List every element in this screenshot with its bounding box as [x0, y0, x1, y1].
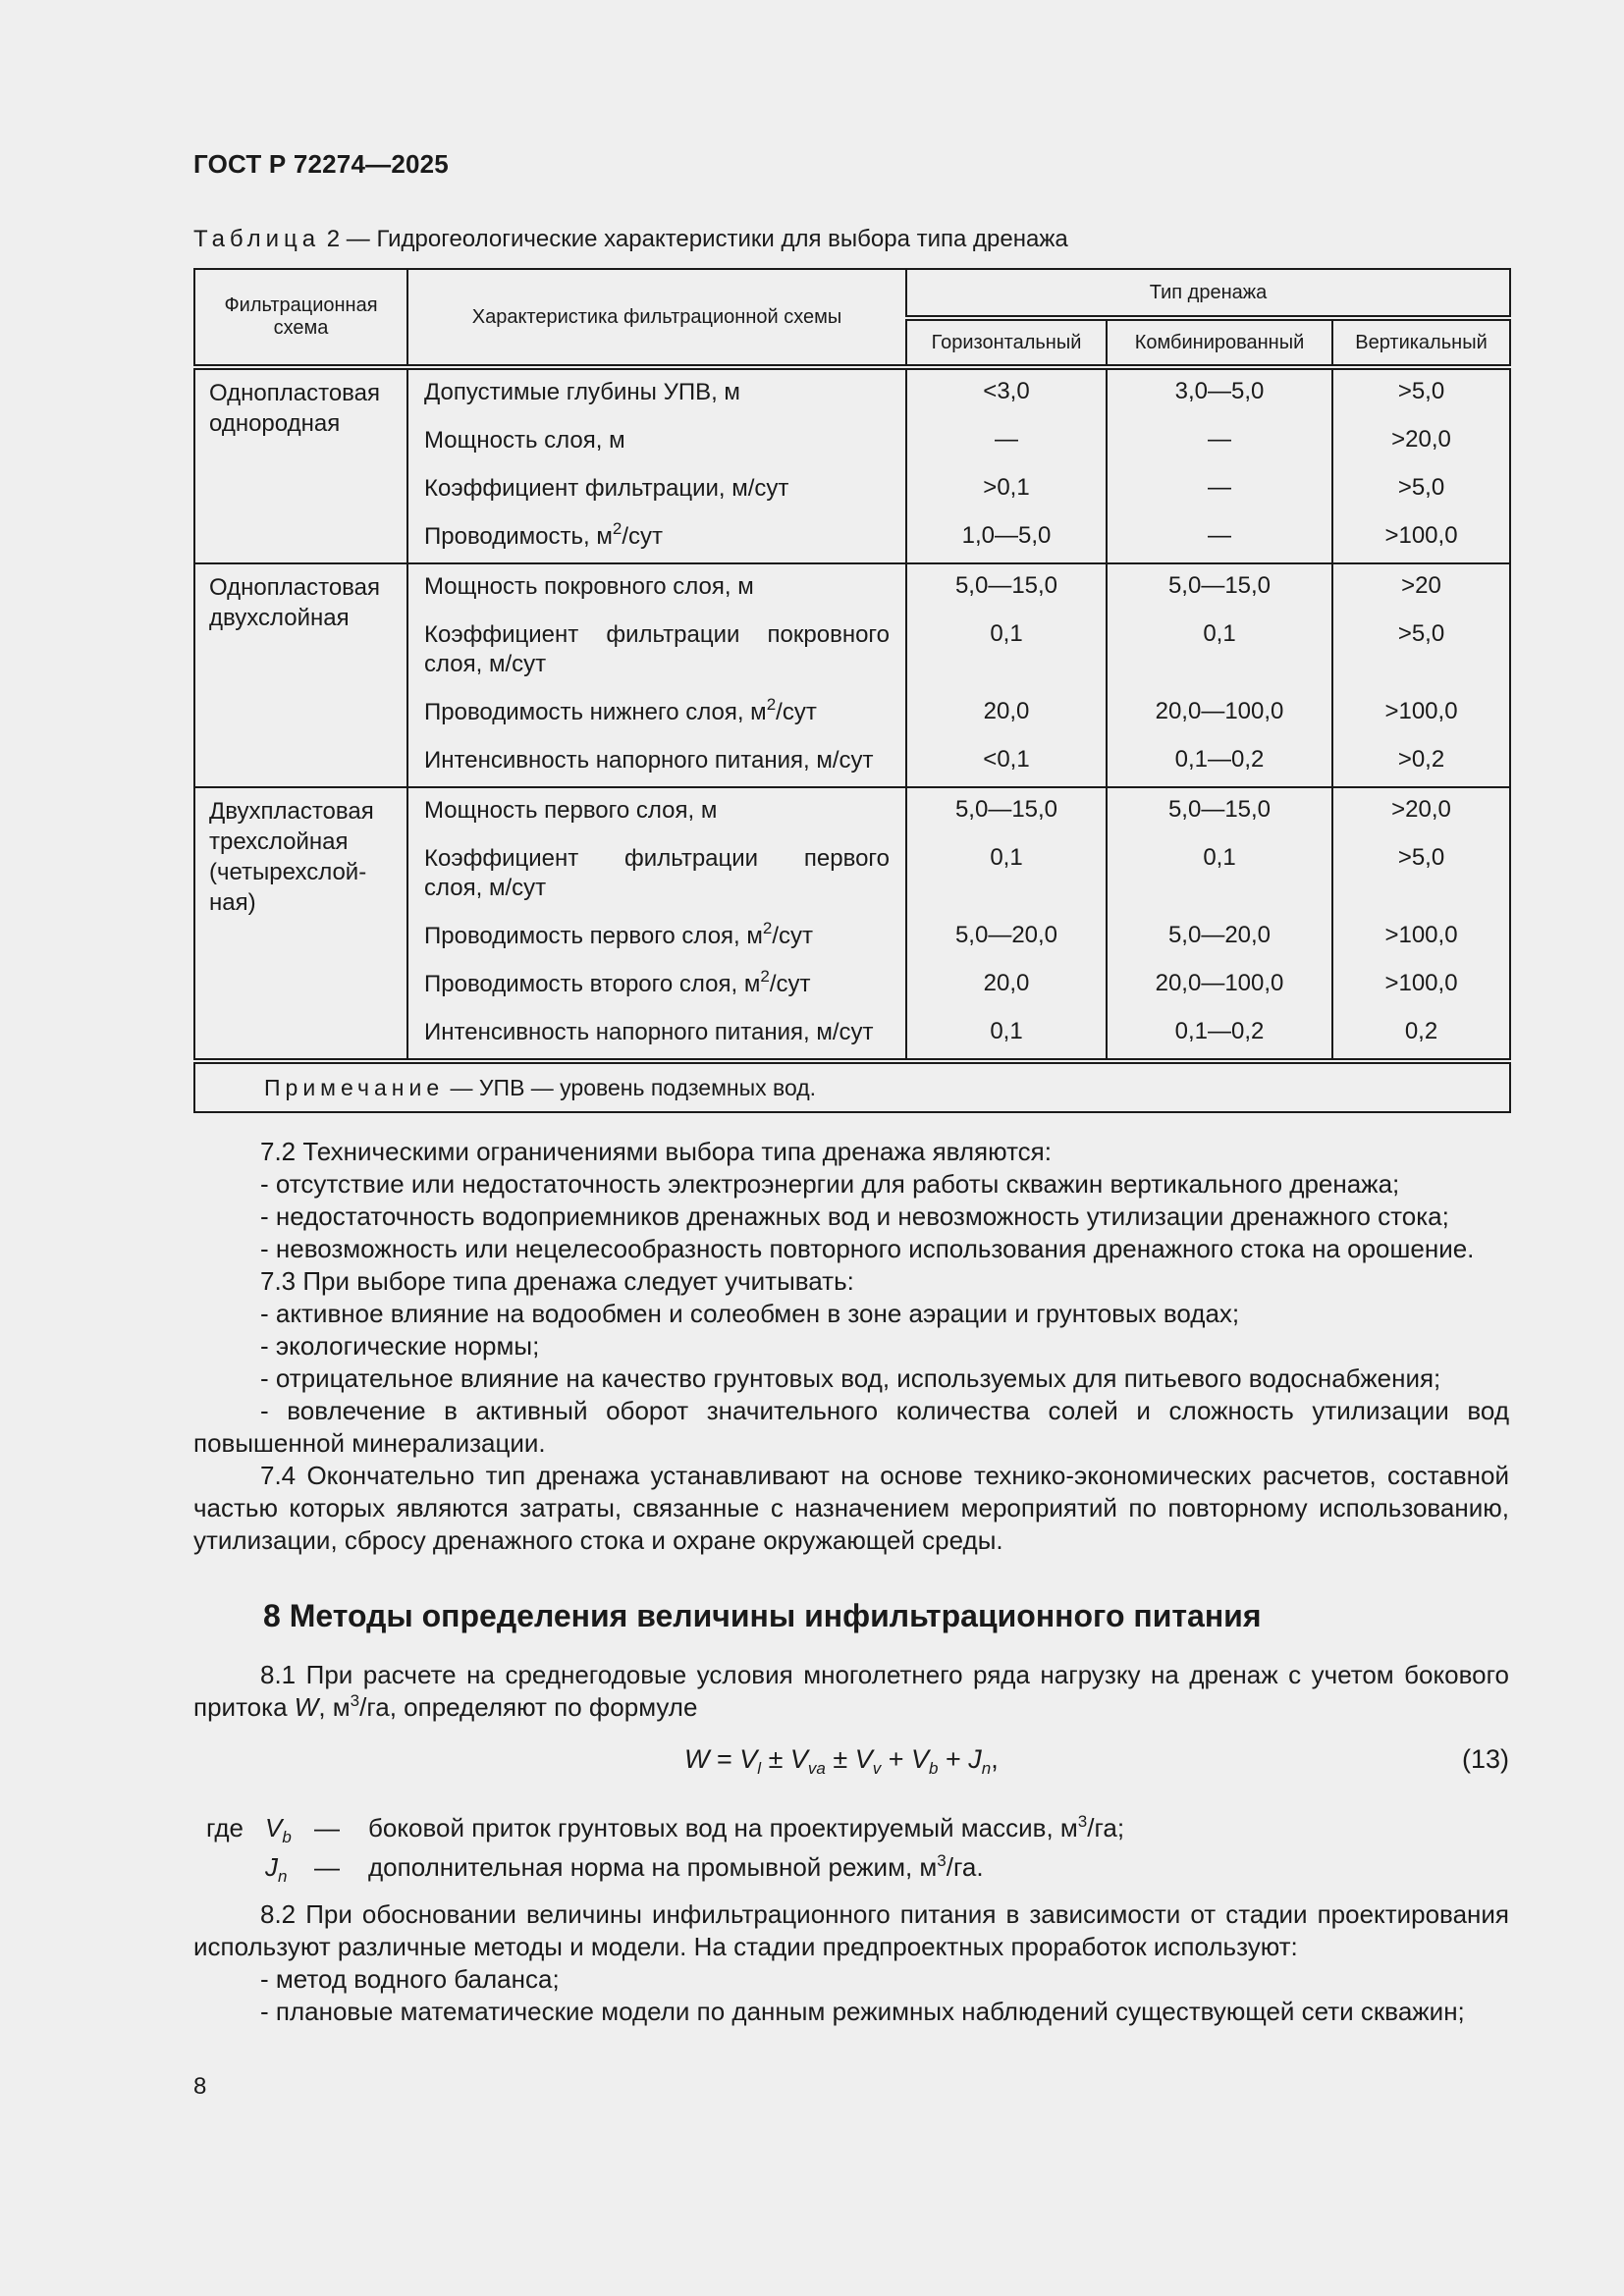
value-cell: >20,0: [1332, 418, 1510, 466]
value-cell: 5,0—20,0: [906, 914, 1107, 962]
formula-definitions: [206, 1808, 1124, 1887]
col-header-scheme: Фильтрационная схема: [194, 269, 407, 367]
col-header-combined: Комбинированный: [1107, 318, 1332, 367]
value-cell: >0,2: [1332, 738, 1510, 787]
char-cell: Коэффициент фильтрации первого слоя, м/сут: [407, 836, 906, 914]
char-cell: Допустимые глубины УПВ, м: [407, 367, 906, 418]
paragraph: 7.2 Техническими ограничениями выбора типа дренажа являются:: [260, 1137, 1052, 1166]
value-cell: —: [1107, 418, 1332, 466]
value-cell: 5,0—15,0: [1107, 787, 1332, 836]
list-item: - плановые математические модели по данным режимных наблюдений существующей сети скважин;: [260, 1997, 1465, 2026]
section-7-text: [193, 1136, 1509, 1557]
value-cell: <3,0: [906, 367, 1107, 418]
value-cell: 0,1: [906, 836, 1107, 914]
value-cell: >5,0: [1332, 466, 1510, 514]
table-row: [194, 787, 1510, 836]
value-cell: >20,0: [1332, 787, 1510, 836]
definition-row: где $V_b$ — боковой приток грунтовых вод на проектируемый массив, $м^3/га$;: [206, 1812, 1125, 1846]
value-cell: 3,0—5,0: [1107, 367, 1332, 418]
col-header-drainage-type: Тип дренажа: [906, 269, 1510, 318]
value-cell: >5,0: [1332, 836, 1510, 914]
value-cell: >100,0: [1332, 962, 1510, 1010]
formula-expression: $W = V_l \pm V_{va} \pm V_v + V_b + J_n$,: [684, 1744, 999, 1778]
char-cell: Мощность покровного слоя, м: [407, 563, 906, 613]
paragraph-8-1: 8.1 При расчете на среднегодовые условия многолетнего ряда нагрузку на дренаж с учетом бокового притока W, $м^3/га$, определяют по формуле: [193, 1660, 1509, 1722]
list-item: - вовлечение в активный оборот значительного количества солей и сложность утилизации вод повышенной минерализации.: [193, 1396, 1509, 1458]
value-cell: 0,1: [1107, 836, 1332, 914]
char-cell: Коэффициент фильтрации покровного слоя, м/сут: [407, 613, 906, 690]
value-cell: >20: [1332, 563, 1510, 613]
value-cell: —: [1107, 466, 1332, 514]
definition-row: $J_n$ — дополнительная норма на промывной режим, $м^3/га$.: [265, 1851, 984, 1886]
paragraph: 7.3 При выборе типа дренажа следует учитывать:: [260, 1266, 854, 1296]
value-cell: 20,0: [906, 962, 1107, 1010]
value-cell: 20,0—100,0: [1107, 690, 1332, 738]
value-cell: 0,1—0,2: [1107, 1010, 1332, 1061]
table-caption: Таблица 2 — Гидрогеологические характеристики для выбора типа дренажа: [193, 226, 1068, 252]
value-cell: 5,0—15,0: [906, 563, 1107, 613]
char-cell: Интенсивность напорного питания, м/сут: [407, 738, 906, 787]
list-item: - экологические нормы;: [260, 1331, 540, 1361]
paragraph-8-2: [193, 1898, 1509, 2028]
table-note: Примечание — УПВ — уровень подземных вод.: [194, 1061, 1510, 1112]
list-item: - метод водного баланса;: [260, 1964, 560, 1994]
value-cell: 0,2: [1332, 1010, 1510, 1061]
document-header: ГОСТ Р 72274—2025: [193, 149, 449, 179]
value-cell: 0,1: [906, 613, 1107, 690]
value-cell: >0,1: [906, 466, 1107, 514]
col-header-vertical: Вертикальный: [1332, 318, 1510, 367]
value-cell: 0,1—0,2: [1107, 738, 1332, 787]
char-cell: Интенсивность напорного питания, м/сут: [407, 1010, 906, 1061]
value-cell: >5,0: [1332, 613, 1510, 690]
paragraph: 7.4 Окончательно тип дренажа устанавливают на основе технико-экономических расчетов, составной частью которых являются затраты, связанные с назначением мероприятий по повторному использованию, утилизации, сбросу дренажного стока и охране окружающей среды.: [193, 1461, 1509, 1555]
section-8-heading: 8 Методы определения величины инфильтрационного питания: [263, 1598, 1262, 1633]
value-cell: >100,0: [1332, 690, 1510, 738]
value-cell: 5,0—15,0: [906, 787, 1107, 836]
value-cell: >5,0: [1332, 367, 1510, 418]
char-cell: Проводимость первого слоя, $м^2$/сут: [407, 914, 906, 962]
value-cell: 20,0—100,0: [1107, 962, 1332, 1010]
list-item: - отсутствие или недостаточность электроэнергии для работы скважин вертикального дренажа;: [260, 1169, 1400, 1199]
formula-number: (13): [1461, 1744, 1509, 1774]
table-row: [194, 563, 1510, 613]
col-header-characteristic: Характеристика фильтрационной схемы: [407, 269, 906, 367]
scheme-cell: Однопластовая однородная: [194, 367, 407, 563]
value-cell: 0,1: [906, 1010, 1107, 1061]
value-cell: <0,1: [906, 738, 1107, 787]
table-row: [194, 367, 1510, 418]
char-cell: Проводимость, $м^2$/сут: [407, 514, 906, 563]
paragraph: 8.2 При обосновании величины инфильтрационного питания в зависимости от стадии проектирования используют различные методы и модели. На стадии предпроектных проработок используют:: [193, 1899, 1509, 1961]
scheme-cell: Однопластовая двухслойная: [194, 563, 407, 787]
char-cell: Проводимость второго слоя, $м^2$/сут: [407, 962, 906, 1010]
list-item: - невозможность или нецелесообразность повторного использования дренажного стока на орошение.: [260, 1234, 1475, 1263]
list-item: - недостаточность водоприемников дренажных вод и невозможность утилизации дренажного стока;: [260, 1201, 1449, 1231]
list-item: - отрицательное влияние на качество грунтовых вод, используемых для питьевого водоснабжения;: [260, 1363, 1441, 1393]
page-number: 8: [193, 2073, 207, 2100]
value-cell: 1,0—5,0: [906, 514, 1107, 563]
value-cell: >100,0: [1332, 514, 1510, 563]
char-cell: Мощность первого слоя, м: [407, 787, 906, 836]
value-cell: 5,0—20,0: [1107, 914, 1332, 962]
char-cell: Коэффициент фильтрации, м/сут: [407, 466, 906, 514]
char-cell: Проводимость нижнего слоя, $м^2$/сут: [407, 690, 906, 738]
char-cell: Мощность слоя, м: [407, 418, 906, 466]
list-item: - активное влияние на водообмен и солеобмен в зоне аэрации и грунтовых водах;: [260, 1299, 1240, 1328]
col-header-horizontal: Горизонтальный: [906, 318, 1107, 367]
drainage-table: [193, 268, 1511, 1113]
value-cell: 5,0—15,0: [1107, 563, 1332, 613]
value-cell: —: [1107, 514, 1332, 563]
value-cell: >100,0: [1332, 914, 1510, 962]
scheme-cell: Двухпластовая трехслойная (четырехслой- ная): [194, 787, 407, 1061]
value-cell: 20,0: [906, 690, 1107, 738]
table-note-row: [194, 1061, 1510, 1112]
value-cell: —: [906, 418, 1107, 466]
value-cell: 0,1: [1107, 613, 1332, 690]
